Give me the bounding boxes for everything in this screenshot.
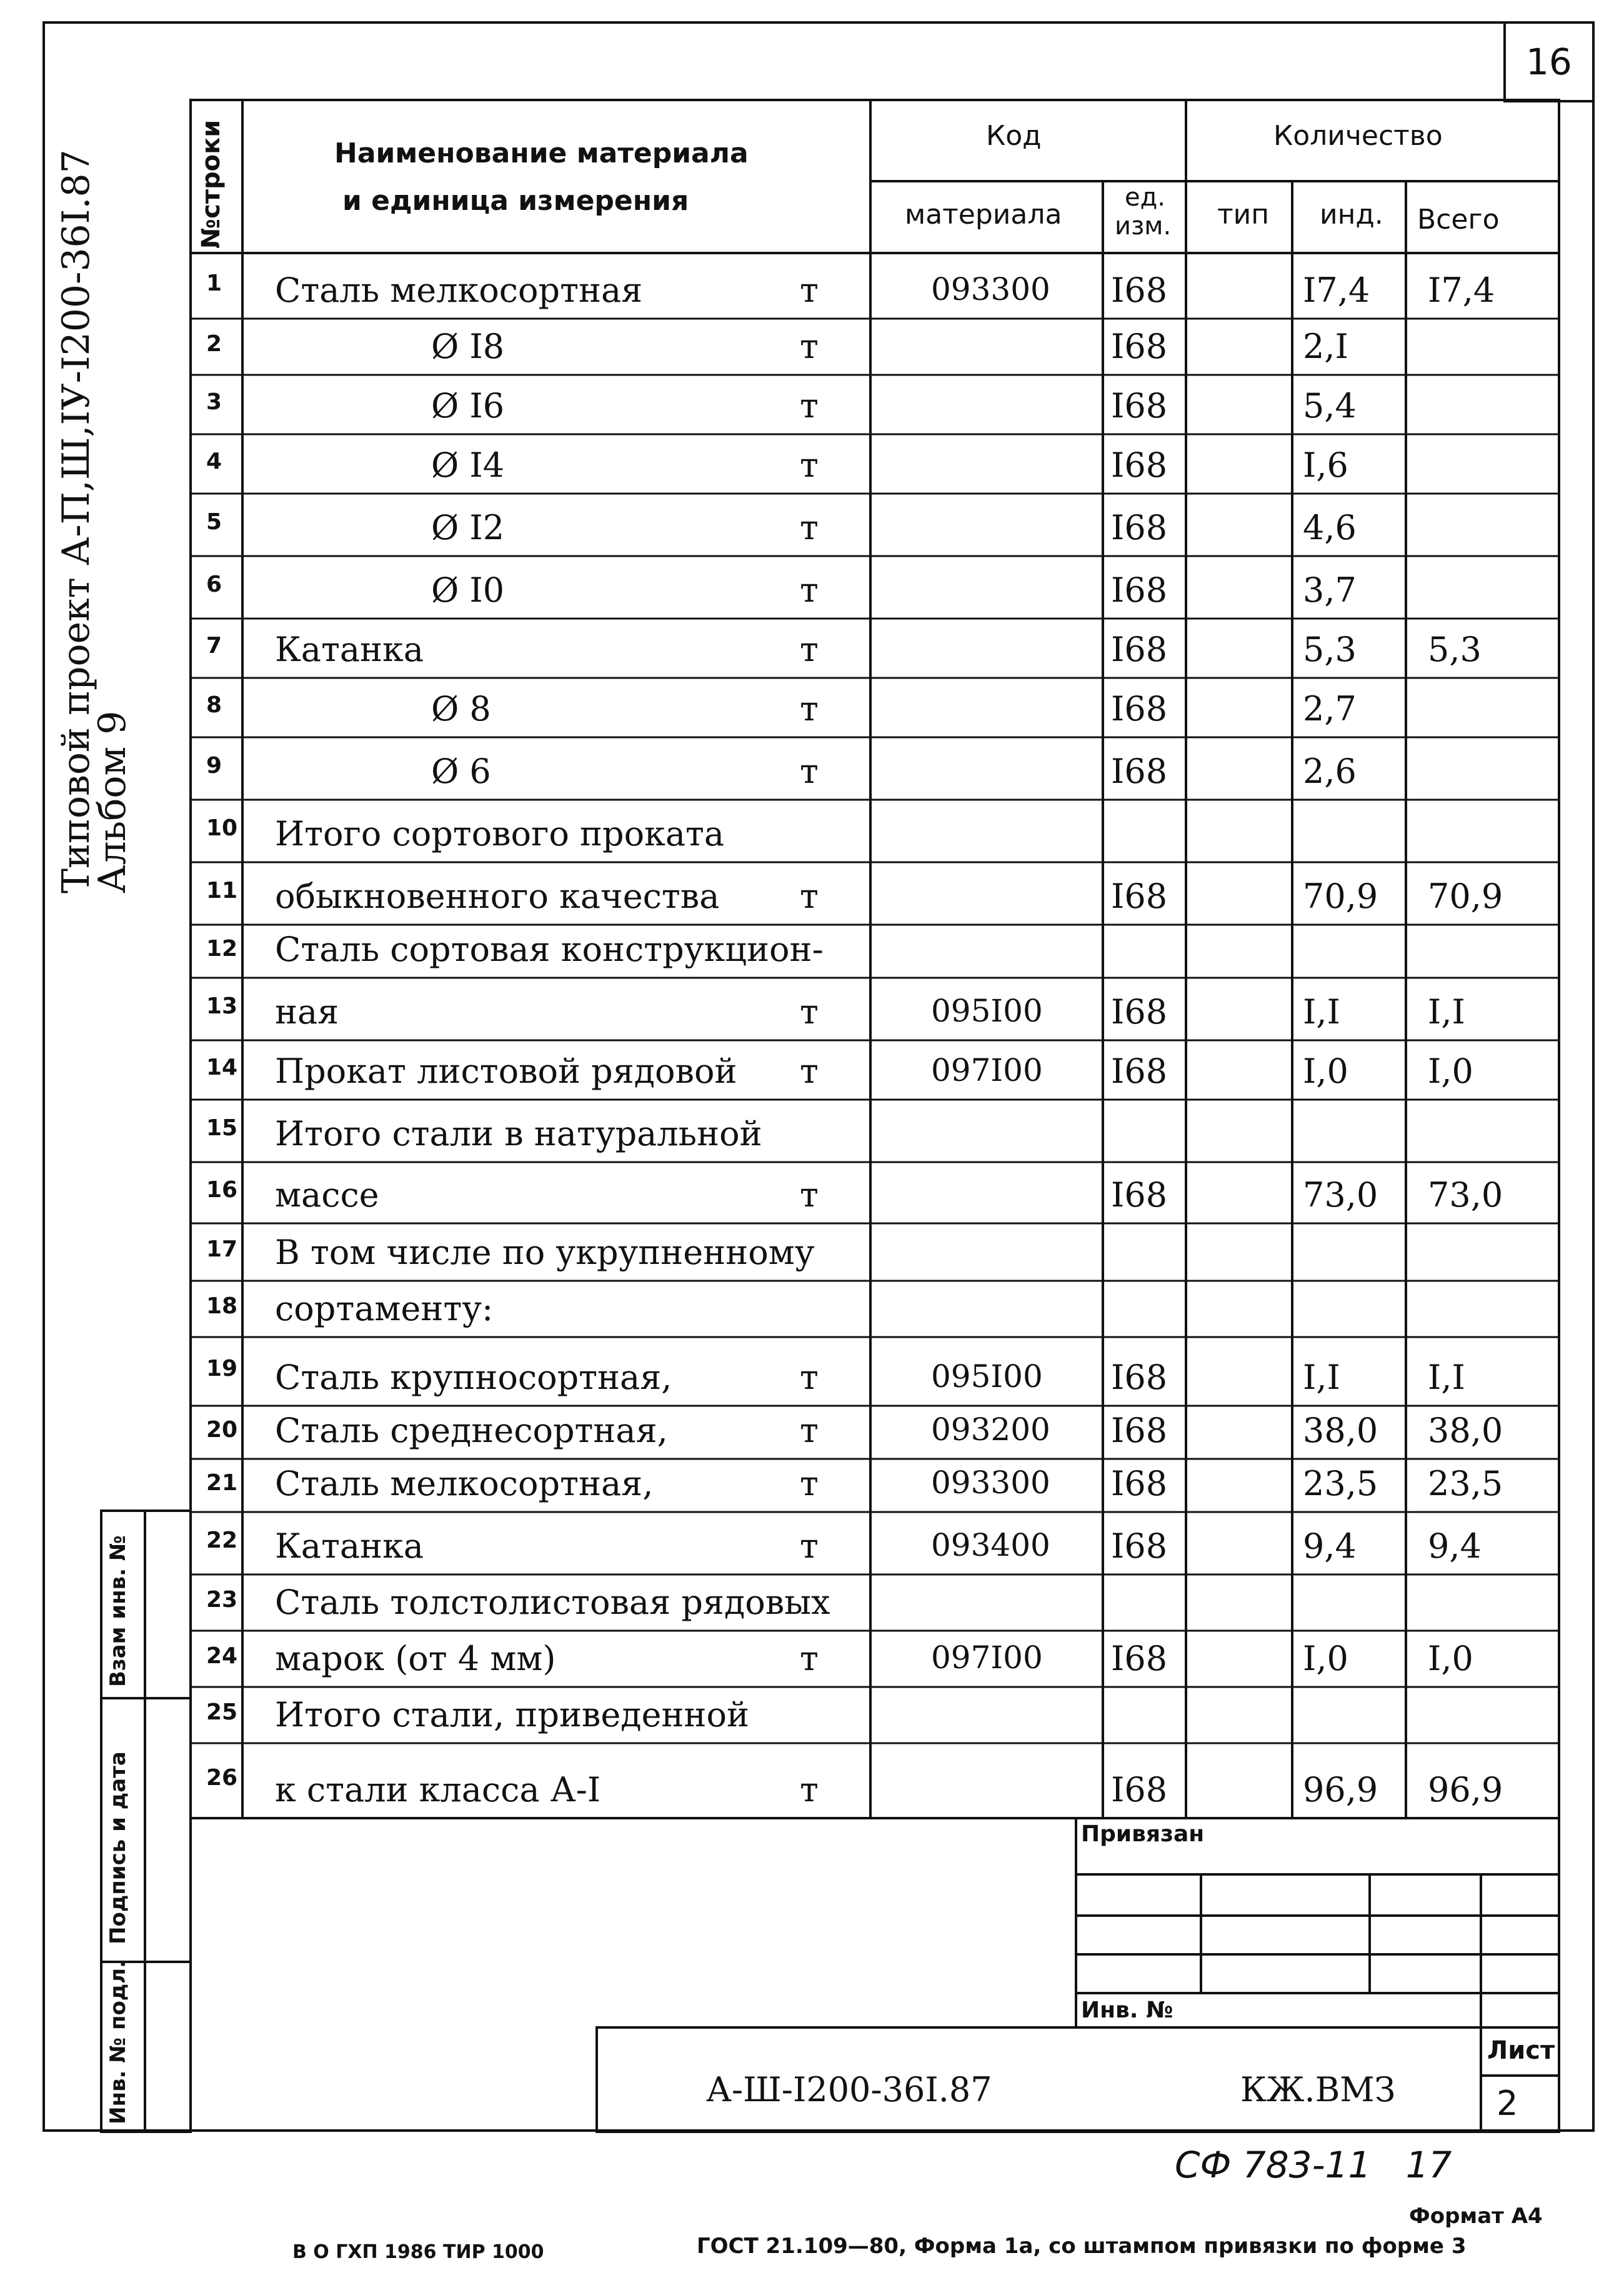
footer-left: В О ГХП 1986 ТИР 1000 (292, 2241, 544, 2263)
unit-cell: т (800, 1639, 819, 1678)
code-cell: 093300 (931, 1465, 1050, 1501)
ed-cell: I68 (1111, 877, 1168, 916)
side-title-line1: Типовой проект А-П,Ш,IУ-I200-36I.87 (54, 149, 98, 893)
unit-cell: т (800, 1358, 819, 1397)
ind-cell: I,0 (1303, 1052, 1348, 1091)
ed-cell: I68 (1111, 1175, 1168, 1215)
ind-cell: 96,9 (1303, 1770, 1378, 1809)
unit-cell: т (800, 689, 819, 729)
corner-sheet-number: 16 (1526, 41, 1572, 83)
row-number: 2 (206, 331, 222, 357)
handwritten-number: СФ 783-11 17 (1175, 2144, 1452, 2186)
row-number: 4 (206, 448, 222, 474)
ed-cell: I68 (1111, 1464, 1168, 1503)
row-number: 16 (206, 1177, 238, 1203)
row-number: 11 (206, 878, 238, 903)
row-number: 21 (206, 1470, 238, 1496)
ind-cell: 38,0 (1303, 1411, 1378, 1450)
row-number: 20 (206, 1416, 238, 1443)
ed-cell: I68 (1111, 630, 1168, 669)
header-quantity: Количество (1273, 120, 1443, 152)
ind-cell: 4,6 (1303, 508, 1357, 547)
side-stamp-vzam: Взам инв. № (106, 1535, 131, 1687)
material-name: Прокат листовой рядовой (275, 1052, 737, 1091)
total-cell: 5,3 (1428, 630, 1482, 669)
ed-cell: I68 (1111, 570, 1168, 610)
unit-cell: т (800, 1411, 819, 1450)
ed-cell: I68 (1111, 327, 1168, 366)
code-cell: 093200 (931, 1411, 1050, 1448)
material-name: Итого сортового проката (275, 814, 725, 853)
total-cell: I,I (1428, 1358, 1465, 1397)
ed-cell: I68 (1111, 752, 1168, 791)
row-number: 6 (206, 572, 222, 597)
ind-cell: 5,4 (1303, 386, 1357, 425)
material-name: Ø I2 (431, 508, 505, 547)
material-name: к стали класса А-I (275, 1770, 601, 1809)
unit-cell: т (800, 570, 819, 610)
header-row-no: №строки (197, 119, 226, 249)
unit-cell: т (800, 1464, 819, 1503)
ind-cell: I,6 (1303, 445, 1348, 485)
stamp-mark: КЖ.ВМЗ (1240, 2070, 1396, 2109)
code-cell: 097I00 (931, 1639, 1043, 1676)
row-number: 18 (206, 1293, 238, 1319)
ed-cell: I68 (1111, 386, 1168, 425)
stamp-inv-no: Инв. № (1081, 1997, 1173, 2023)
material-name: Катанка (275, 1526, 424, 1566)
unit-cell: т (800, 752, 819, 791)
stamp-privyazan: Привязан (1081, 1821, 1205, 1847)
ed-cell: I68 (1111, 1411, 1168, 1450)
ed-cell: I68 (1111, 1358, 1168, 1397)
unit-cell: т (800, 630, 819, 669)
material-name: Сталь сортовая конструкцион- (275, 930, 824, 969)
stamp-list-label: Лист (1487, 2036, 1555, 2065)
row-number: 12 (206, 935, 238, 962)
header-tip: тип (1217, 199, 1269, 231)
unit-cell: т (800, 1052, 819, 1091)
ed-cell: I68 (1111, 271, 1168, 310)
material-name: Сталь мелкосортная (275, 271, 643, 310)
total-cell: 38,0 (1428, 1411, 1503, 1450)
material-name: ная (275, 992, 339, 1032)
header-name: Наименование материала (334, 137, 749, 169)
row-number: 9 (206, 753, 222, 778)
header-ind: инд. (1320, 199, 1383, 231)
ind-cell: 23,5 (1303, 1464, 1378, 1503)
row-number: 13 (206, 993, 238, 1019)
ed-cell: I68 (1111, 508, 1168, 547)
ind-cell: 73,0 (1303, 1175, 1378, 1215)
unit-cell: т (800, 877, 819, 916)
unit-cell: т (800, 508, 819, 547)
total-cell: I,0 (1428, 1052, 1473, 1091)
unit-cell: т (800, 445, 819, 485)
code-cell: 093400 (931, 1527, 1050, 1563)
ind-cell: 2,6 (1303, 752, 1357, 791)
material-name: Сталь крупносортная, (275, 1358, 672, 1397)
row-number: 14 (206, 1054, 238, 1080)
material-name: сортаменту: (275, 1289, 494, 1328)
header-total: Всего (1417, 204, 1500, 236)
header-izm: изм. (1115, 212, 1172, 241)
ind-cell: 3,7 (1303, 570, 1357, 610)
header-unit: и единица измерения (342, 185, 689, 217)
code-cell: 095I00 (931, 1358, 1043, 1395)
unit-cell: т (800, 271, 819, 310)
ed-cell: I68 (1111, 1052, 1168, 1091)
material-name: Итого стали в натуральной (275, 1114, 762, 1153)
ind-cell: I7,4 (1303, 271, 1370, 310)
ed-cell: I68 (1111, 1526, 1168, 1566)
total-cell: 70,9 (1428, 877, 1503, 916)
total-cell: 23,5 (1428, 1464, 1503, 1503)
total-cell: 96,9 (1428, 1770, 1503, 1809)
material-name: В том числе по укрупненному (275, 1233, 815, 1272)
header-ed: ед. (1125, 183, 1165, 212)
material-name: Ø 8 (431, 689, 491, 729)
total-cell: I7,4 (1428, 271, 1495, 310)
unit-cell: т (800, 1175, 819, 1215)
ind-cell: 9,4 (1303, 1526, 1357, 1566)
row-number: 15 (206, 1115, 238, 1141)
ind-cell: I,I (1303, 1358, 1340, 1397)
material-name: Итого стали, приведенной (275, 1695, 749, 1734)
total-cell: I,0 (1428, 1639, 1473, 1678)
row-number: 7 (206, 632, 222, 659)
total-cell: 9,4 (1428, 1526, 1482, 1566)
ed-cell: I68 (1111, 992, 1168, 1032)
ed-cell: I68 (1111, 445, 1168, 485)
material-name: Ø I8 (431, 327, 505, 366)
header-material: материала (905, 199, 1062, 231)
row-number: 5 (206, 509, 222, 535)
stamp-doc-code: А-Ш-I200-36I.87 (706, 2070, 992, 2109)
total-cell: I,I (1428, 992, 1465, 1032)
stamp-list-value: 2 (1497, 2084, 1518, 2123)
row-number: 24 (206, 1643, 238, 1669)
material-name: Ø I0 (431, 570, 505, 610)
ed-cell: I68 (1111, 1639, 1168, 1678)
code-cell: 093300 (931, 271, 1050, 307)
row-number: 1 (206, 270, 222, 296)
ind-cell: 2,7 (1303, 689, 1357, 729)
row-number: 25 (206, 1699, 238, 1725)
ind-cell: 2,I (1303, 327, 1348, 366)
total-cell: 73,0 (1428, 1175, 1503, 1215)
material-name: Ø 6 (431, 752, 491, 791)
material-name: массе (275, 1175, 379, 1215)
row-number: 17 (206, 1236, 238, 1262)
format-label: Формат А4 (1409, 2204, 1543, 2229)
code-cell: 097I00 (931, 1052, 1043, 1088)
side-title-line2: Альбом 9 (91, 710, 134, 893)
row-number: 23 (206, 1587, 238, 1613)
unit-cell: т (800, 1770, 819, 1809)
material-name: Сталь среднесортная, (275, 1411, 668, 1450)
unit-cell: т (800, 386, 819, 425)
row-number: 22 (206, 1528, 238, 1553)
side-stamp-podpis: Подпись и дата (106, 1751, 131, 1944)
ind-cell: I,I (1303, 992, 1340, 1032)
ed-cell: I68 (1111, 1770, 1168, 1809)
ind-cell: 70,9 (1303, 877, 1378, 916)
row-number: 10 (206, 815, 238, 841)
unit-cell: т (800, 992, 819, 1032)
material-name: марок (от 4 мм) (275, 1639, 556, 1678)
material-name: Ø I4 (431, 445, 505, 485)
row-number: 26 (206, 1765, 238, 1791)
footer-right: ГОСТ 21.109—80, Форма 1а, со штампом привязки по форме 3 (697, 2234, 1467, 2259)
header-code: Код (986, 120, 1042, 152)
material-name: Катанка (275, 630, 424, 669)
side-stamp-inv-podl: Инв. № подл. (106, 1959, 131, 2124)
unit-cell: т (800, 327, 819, 366)
row-number: 8 (206, 692, 222, 718)
material-name: обыкновенного качества (275, 877, 720, 916)
ind-cell: I,0 (1303, 1639, 1348, 1678)
ed-cell: I68 (1111, 689, 1168, 729)
material-name: Сталь толстолистовая рядовых (275, 1583, 830, 1622)
row-number: 19 (206, 1356, 238, 1381)
material-name: Сталь мелкосортная, (275, 1464, 654, 1503)
material-name: Ø I6 (431, 386, 505, 425)
ind-cell: 5,3 (1303, 630, 1357, 669)
row-number: 3 (206, 389, 222, 415)
code-cell: 095I00 (931, 993, 1043, 1029)
unit-cell: т (800, 1526, 819, 1566)
